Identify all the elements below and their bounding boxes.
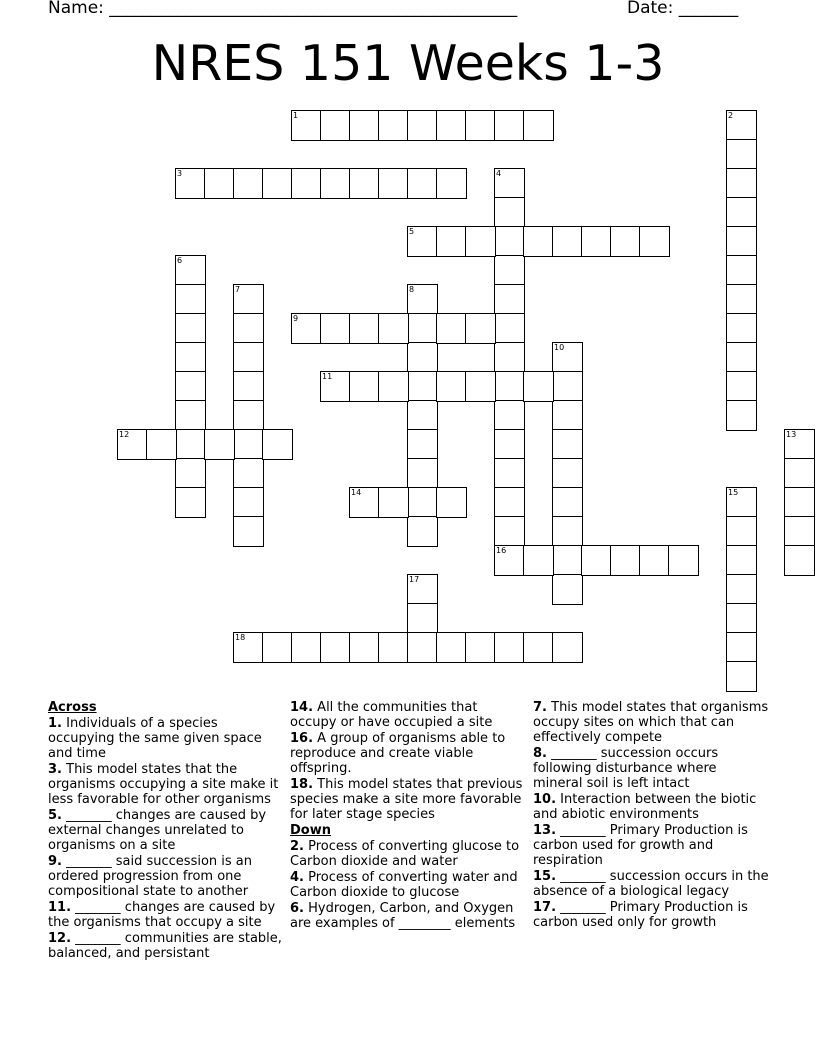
- crossword-cell[interactable]: [378, 313, 409, 344]
- clue-across-1: 1. Individuals of a species occupying the same given space and time: [48, 716, 262, 761]
- crossword-cell[interactable]: [175, 255, 206, 286]
- crossword-cell[interactable]: [175, 458, 206, 489]
- crossword-cell[interactable]: [726, 545, 757, 576]
- crossword-cell[interactable]: [494, 197, 525, 228]
- crossword-cell[interactable]: [407, 342, 438, 373]
- crossword-cell[interactable]: [494, 632, 525, 663]
- clue-number: 2: [728, 111, 734, 120]
- crossword-cell[interactable]: [407, 284, 438, 315]
- clue-number: 13: [786, 430, 797, 439]
- crossword-cell[interactable]: [465, 226, 496, 257]
- crossword-cell[interactable]: [378, 632, 409, 663]
- crossword-cell[interactable]: [436, 371, 467, 402]
- clue-column-1: [48, 700, 284, 962]
- crossword-cell[interactable]: [726, 574, 757, 605]
- crossword-cell[interactable]: [262, 168, 293, 199]
- date-line: _______: [678, 0, 739, 18]
- clue-number: 4: [496, 169, 502, 178]
- crossword-cell[interactable]: [407, 313, 438, 344]
- clue-number: 6: [177, 256, 183, 265]
- crossword-cell[interactable]: [494, 429, 525, 460]
- crossword-cell[interactable]: [726, 110, 757, 141]
- crossword-cell[interactable]: [407, 458, 438, 489]
- crossword-cell[interactable]: [407, 226, 438, 257]
- crossword-cell[interactable]: [320, 110, 351, 141]
- crossword-cell[interactable]: [494, 313, 525, 344]
- clue-number: 17: [409, 575, 420, 584]
- crossword-cell[interactable]: [552, 632, 583, 663]
- crossword-cell[interactable]: [175, 168, 206, 199]
- crossword-cell[interactable]: [552, 342, 583, 373]
- crossword-cell[interactable]: [175, 342, 206, 373]
- crossword-cell[interactable]: [581, 226, 612, 257]
- clue-number: 9: [293, 314, 299, 323]
- crossword-cell[interactable]: [552, 516, 583, 547]
- crossword-cell[interactable]: [291, 313, 322, 344]
- crossword-cell[interactable]: [407, 371, 438, 402]
- clue-number: 16: [496, 546, 507, 555]
- crossword-cell[interactable]: [552, 574, 583, 605]
- crossword-cell[interactable]: [407, 487, 438, 518]
- crossword-cell[interactable]: [581, 545, 612, 576]
- crossword-cell[interactable]: [639, 226, 670, 257]
- crossword-cell[interactable]: [233, 458, 264, 489]
- crossword-cell[interactable]: [465, 371, 496, 402]
- crossword-cell[interactable]: [726, 255, 757, 286]
- crossword-cell[interactable]: [175, 371, 206, 402]
- clue-number: 14: [351, 488, 362, 497]
- crossword-cell[interactable]: [291, 110, 322, 141]
- clue-across-16: 16. A group of organisms able to reproduce and create viable offspring.: [290, 731, 506, 776]
- crossword-cell[interactable]: [494, 255, 525, 286]
- clue-down-8: 8. _______ succession occurs following disturbance where mineral soil is left intact: [533, 746, 719, 791]
- crossword-cell[interactable]: [726, 168, 757, 199]
- crossword-cell[interactable]: [552, 458, 583, 489]
- crossword-cell[interactable]: [175, 284, 206, 315]
- crossword-cell[interactable]: [407, 110, 438, 141]
- crossword-cell[interactable]: [146, 429, 177, 460]
- crossword-cell[interactable]: [349, 487, 380, 518]
- crossword-cell[interactable]: [552, 226, 583, 257]
- clue-across-3: 3. This model states that the organisms occupying a site make it less favorable for other organisms: [48, 762, 279, 807]
- crossword-cell[interactable]: [552, 400, 583, 431]
- crossword-cell[interactable]: [784, 458, 815, 489]
- crossword-cell[interactable]: [465, 313, 496, 344]
- crossword-cell[interactable]: [784, 545, 815, 576]
- crossword-cell[interactable]: [233, 487, 264, 518]
- clue-down-6: 6. Hydrogen, Carbon, and Oxygen are examples of ________ elements: [290, 901, 516, 931]
- crossword-cell[interactable]: [175, 400, 206, 431]
- crossword-cell[interactable]: [349, 110, 380, 141]
- crossword-cell[interactable]: [726, 284, 757, 315]
- clue-down-10: 10. Interaction between the biotic and abiotic environments: [533, 792, 757, 822]
- clue-across-12: 12. _______ communities are stable, balanced, and persistant: [48, 931, 282, 961]
- crossword-cell[interactable]: [465, 110, 496, 141]
- crossword-cell[interactable]: [668, 545, 699, 576]
- clue-across-9: 9. _______ said succession is an ordered progression from one compositional state to another: [48, 854, 253, 899]
- crossword-cell[interactable]: [407, 574, 438, 605]
- crossword-cell[interactable]: [233, 371, 264, 402]
- crossword-cell[interactable]: [262, 429, 293, 460]
- crossword-cell[interactable]: [117, 429, 148, 460]
- crossword-cell[interactable]: [552, 371, 583, 402]
- clue-number: 18: [235, 633, 246, 642]
- name-label: Name:: [48, 0, 104, 18]
- crossword-cell[interactable]: [436, 313, 467, 344]
- crossword-cell[interactable]: [233, 313, 264, 344]
- crossword-cell[interactable]: [494, 226, 525, 257]
- crossword-cell[interactable]: [378, 371, 409, 402]
- crossword-cell[interactable]: [726, 487, 757, 518]
- crossword-cell[interactable]: [523, 371, 554, 402]
- crossword-cell[interactable]: [291, 168, 322, 199]
- crossword-cell[interactable]: [726, 371, 757, 402]
- crossword-cell[interactable]: [465, 632, 496, 663]
- crossword-cell[interactable]: [175, 429, 206, 460]
- name-line: ________________________________________________: [109, 0, 518, 18]
- crossword-cell[interactable]: [784, 429, 815, 460]
- crossword-cell[interactable]: [552, 545, 583, 576]
- crossword-cell[interactable]: [233, 516, 264, 547]
- crossword-cell[interactable]: [262, 632, 293, 663]
- crossword-cell[interactable]: [378, 168, 409, 199]
- clue-number: 11: [322, 372, 333, 381]
- clue-number: 8: [409, 285, 415, 294]
- clue-across-14: 14. All the communities that occupy or have occupied a site: [290, 700, 493, 730]
- crossword-cell[interactable]: [726, 139, 757, 170]
- crossword-cell[interactable]: [639, 545, 670, 576]
- crossword-cell[interactable]: [494, 400, 525, 431]
- clue-across-11: 11. _______ changes are caused by the organisms that occupy a site: [48, 900, 276, 930]
- crossword-cell[interactable]: [407, 603, 438, 634]
- crossword-cell[interactable]: [175, 487, 206, 518]
- clue-number: 3: [177, 169, 183, 178]
- date-label: Date:: [627, 0, 674, 18]
- crossword-cell[interactable]: [407, 400, 438, 431]
- crossword-cell[interactable]: [523, 632, 554, 663]
- crossword-cell[interactable]: [436, 632, 467, 663]
- crossword-cell[interactable]: [204, 168, 235, 199]
- clue-number: 15: [728, 488, 739, 497]
- crossword-cell[interactable]: [494, 487, 525, 518]
- crossword-cell[interactable]: [436, 110, 467, 141]
- clue-number: 7: [235, 285, 241, 294]
- crossword-cell[interactable]: [378, 487, 409, 518]
- crossword-cell[interactable]: [320, 313, 351, 344]
- across-heading: Across: [48, 700, 97, 715]
- crossword-cell[interactable]: [233, 632, 264, 663]
- crossword-cell[interactable]: [726, 603, 757, 634]
- crossword-cell[interactable]: [523, 110, 554, 141]
- crossword-cell[interactable]: [726, 400, 757, 431]
- crossword-cell[interactable]: [436, 226, 467, 257]
- crossword-cell[interactable]: [175, 313, 206, 344]
- crossword-cell[interactable]: [494, 371, 525, 402]
- crossword-cell[interactable]: [494, 458, 525, 489]
- page-title: NRES 151 Weeks 1-3: [151, 35, 665, 92]
- crossword-cell[interactable]: [378, 110, 409, 141]
- crossword-cell[interactable]: [233, 342, 264, 373]
- crossword-cell[interactable]: [233, 168, 264, 199]
- crossword-cell[interactable]: [407, 516, 438, 547]
- crossword-cell[interactable]: [204, 429, 235, 460]
- crossword-cell[interactable]: [726, 661, 757, 692]
- crossword-cell[interactable]: [349, 632, 380, 663]
- crossword-cell[interactable]: [552, 429, 583, 460]
- clue-number: 12: [119, 430, 130, 439]
- clue-number: 10: [554, 343, 565, 352]
- crossword-cell[interactable]: [291, 632, 322, 663]
- crossword-cell[interactable]: [726, 197, 757, 228]
- clue-down-17: 17. _______ Primary Production is carbon used only for growth: [533, 900, 748, 930]
- crossword-cell[interactable]: [407, 632, 438, 663]
- clue-across-5: 5. _______ changes are caused by external changes unrelated to organisms on a site: [48, 808, 267, 853]
- crossword-cell[interactable]: [349, 168, 380, 199]
- crossword-cell[interactable]: [320, 371, 351, 402]
- crossword-cell[interactable]: [407, 168, 438, 199]
- clue-number: 5: [409, 227, 415, 236]
- crossword-cell[interactable]: [523, 226, 554, 257]
- clue-column-3: [533, 700, 769, 931]
- crossword-cell[interactable]: [726, 516, 757, 547]
- clue-down-2: 2. Process of converting glucose to Carbon dioxide and water: [290, 839, 520, 869]
- crossword-cell[interactable]: [494, 545, 525, 576]
- crossword-cell[interactable]: [349, 371, 380, 402]
- crossword-cell[interactable]: [349, 313, 380, 344]
- clue-down-4: 4. Process of converting water and Carbon dioxide to glucose: [290, 870, 518, 900]
- crossword-cell[interactable]: [407, 429, 438, 460]
- crossword-cell[interactable]: [784, 487, 815, 518]
- crossword-cell[interactable]: [233, 400, 264, 431]
- crossword-cell[interactable]: [726, 226, 757, 257]
- crossword-cell[interactable]: [726, 342, 757, 373]
- crossword-cell[interactable]: [233, 429, 264, 460]
- clue-column-2: [290, 700, 526, 932]
- clue-down-7: 7. This model states that organisms occupy sites on which that can effectively compete: [533, 700, 769, 745]
- crossword-cell[interactable]: [494, 284, 525, 315]
- crossword-cell[interactable]: [494, 342, 525, 373]
- crossword-cell[interactable]: [610, 226, 641, 257]
- crossword-cell[interactable]: [494, 110, 525, 141]
- clue-down-13: 13. _______ Primary Production is carbon used for growth and respiration: [533, 823, 748, 868]
- clue-down-15: 15. _______ succession occurs in the absence of a biological legacy: [533, 869, 769, 899]
- crossword-cell[interactable]: [320, 168, 351, 199]
- crossword-cell[interactable]: [784, 516, 815, 547]
- clue-across-18: 18. This model states that previous species make a site more favorable for later stage species: [290, 777, 523, 822]
- crossword-cell[interactable]: [523, 545, 554, 576]
- crossword-cell[interactable]: [494, 516, 525, 547]
- clue-number: 1: [293, 111, 299, 120]
- down-heading: Down: [290, 823, 331, 838]
- crossword-cell[interactable]: [552, 487, 583, 518]
- crossword-cell[interactable]: [726, 632, 757, 663]
- crossword-cell[interactable]: [726, 313, 757, 344]
- crossword-cell[interactable]: [436, 487, 467, 518]
- crossword-cell[interactable]: [233, 284, 264, 315]
- crossword-cell[interactable]: [610, 545, 641, 576]
- crossword-cell[interactable]: [320, 632, 351, 663]
- crossword-cell[interactable]: [436, 168, 467, 199]
- crossword-cell[interactable]: [494, 168, 525, 199]
